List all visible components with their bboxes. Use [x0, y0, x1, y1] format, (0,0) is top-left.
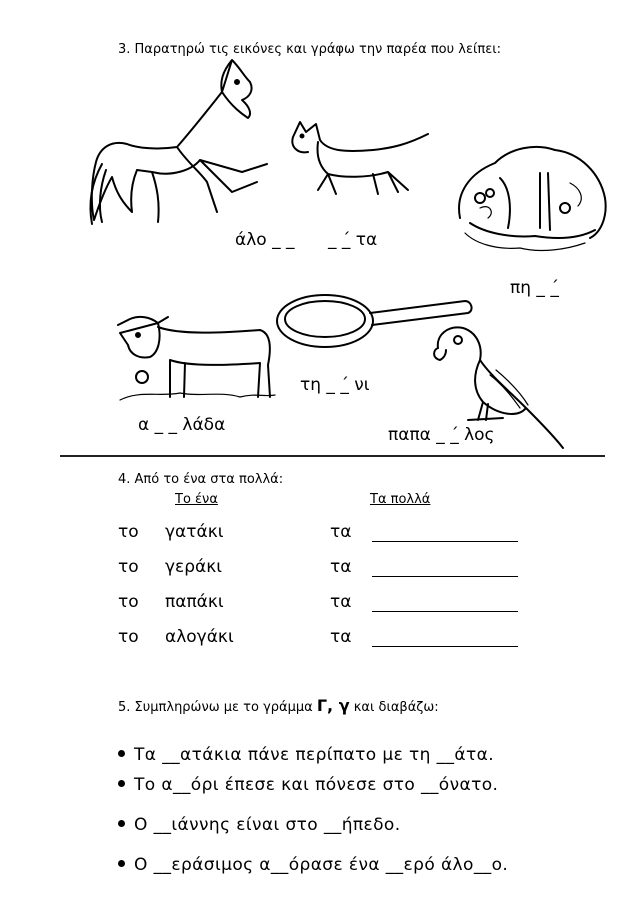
answer-blank[interactable]: [372, 646, 518, 647]
column-header-many: Τα πολλά: [370, 492, 431, 507]
list-item: [118, 745, 494, 765]
question-5-letter: Γ, γ: [316, 696, 350, 715]
cow-label: α _ _ λάδα: [138, 415, 226, 435]
article-singular: το: [118, 627, 139, 647]
list-item: [118, 855, 508, 875]
sentence-text: Ο __εράσιμος α__όρασε ένα __ερό άλο__ο.: [134, 855, 509, 875]
table-row: [118, 592, 538, 616]
answer-blank[interactable]: [372, 541, 518, 542]
waterfall-icon: [440, 138, 610, 258]
column-header-one: Το ένα: [175, 492, 218, 507]
cow-icon: [110, 305, 280, 405]
article-plural: τα: [330, 627, 352, 647]
word-singular: γεράκι: [165, 557, 223, 577]
cat-icon: [288, 112, 438, 202]
table-row: [118, 627, 538, 651]
sentence-text: Το α__όρι έπεσε και πόνεσε στο __όνατο.: [134, 775, 499, 795]
spring-label: πη _ _́: [510, 278, 559, 298]
word-singular: γατάκι: [165, 522, 224, 542]
article-plural: τα: [330, 592, 352, 612]
question-4-title: 4. Από το ένα στα πολλά:: [118, 472, 284, 487]
list-item: [118, 775, 498, 795]
word-singular: παπάκι: [165, 592, 224, 612]
article-singular: το: [118, 522, 139, 542]
list-item: [118, 815, 401, 835]
question-5-title: [118, 696, 439, 715]
parrot-label: παπα _ _́ λος: [388, 425, 495, 445]
cat-label: _ _́ τα: [328, 230, 378, 250]
bullet-icon: [118, 820, 125, 827]
article-singular: το: [118, 557, 139, 577]
article-singular: το: [118, 592, 139, 612]
article-plural: τα: [330, 522, 352, 542]
answer-blank[interactable]: [372, 611, 518, 612]
word-singular: αλογάκι: [165, 627, 234, 647]
horse-icon: [82, 52, 277, 227]
sentence-text: Ο __ιάννης είναι στο __ήπεδο.: [134, 815, 401, 835]
article-plural: τα: [330, 557, 352, 577]
answer-blank[interactable]: [372, 576, 518, 577]
bullet-icon: [118, 780, 125, 787]
table-row: [118, 522, 538, 546]
table-row: [118, 557, 538, 581]
section-divider: [60, 455, 605, 457]
pan-label: τη _ _́ νι: [300, 375, 370, 395]
bullet-icon: [118, 860, 125, 867]
question-3-title: 3. Παρατηρώ τις εικόνες και γράφω την παρέα που λείπει:: [118, 42, 502, 57]
bullet-icon: [118, 750, 125, 757]
horse-label: άλο _ _: [235, 230, 295, 250]
question-5-title-prefix: 5. Συμπληρώνω με το γράμμα: [118, 700, 313, 715]
question-5-title-suffix: και διαβάζω:: [353, 700, 439, 715]
sentence-text: Τα __ατάκια πάνε περίπατο με τη __άτα.: [134, 745, 495, 765]
